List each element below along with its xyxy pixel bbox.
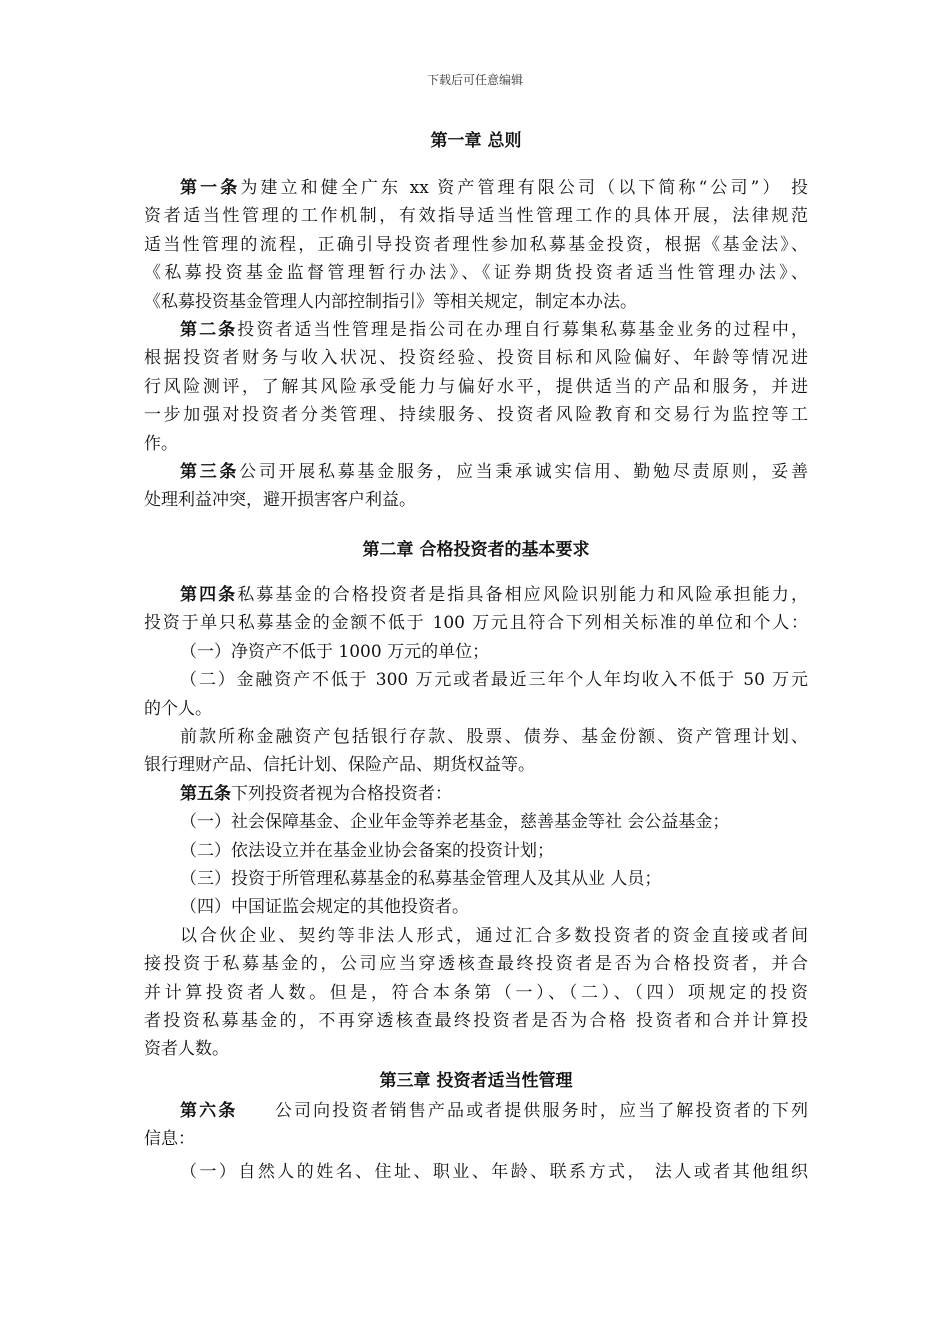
article-3 — [144, 458, 808, 515]
article-2-label: 第二条 — [180, 320, 238, 341]
article-1 — [144, 174, 808, 316]
article-2-line-5: 作。 — [144, 433, 178, 454]
article-5-para-line-2: 接投资于私募基金的，公司应当穿透核查最终投资者是否为合格投资者，并合 — [144, 954, 808, 975]
article-4 — [144, 581, 808, 780]
chapter-1-title: 第一章 总则 — [430, 131, 522, 151]
article-2-line-4: 一步加强对投资者分类管理、持续服务、投资者风险教育和交易行为监控等工 — [144, 405, 808, 426]
header-note: 下载后可任意编辑 — [426, 73, 523, 87]
article-6-line-2: 信息： — [144, 1129, 195, 1150]
article-4-note-line-2: 银行理财产品、信托计划、保险产品、期货权益等。 — [144, 755, 535, 776]
article-5-para-line-5: 资者人数。 — [144, 1039, 229, 1060]
chapter-2-title: 第二章 合格投资者的基本要求 — [362, 539, 590, 560]
article-1-line-1: 为建立和健全广东 xx 资产管理有限公司（以下简称“公司”） 投 — [240, 178, 808, 198]
article-5-item-2: （二）依法设立并在基金业协会备案的投资计划； — [180, 840, 554, 861]
article-5-para-line-1: 以合伙企业、契约等非法人形式，通过汇合多数投资者的资金直接或者间 — [180, 925, 808, 946]
article-5-item-3: （三）投资于所管理私募基金的私募基金管理人及其从业 人员； — [180, 868, 662, 889]
article-3-line-1: 公司开展私募基金服务，应当秉承诚实信用、勤勉尽责原则，妥善 — [239, 462, 809, 483]
article-5-para-line-4: 者投资私募基金的，不再穿透核查最终投资者是否为合格 投资者和合并计算投 — [144, 1010, 808, 1031]
article-6-label: 第六条 — [180, 1100, 238, 1121]
article-1-line-4: 《私募投资基金监督管理暂行办法》、《证券期货投资者适当性管理办法》、 — [144, 263, 808, 284]
article-5 — [144, 780, 808, 1064]
article-5-para-line-3: 并计算投资者人数。但是，符合本条第（一）、（二）、（四）项规定的投资 — [144, 982, 808, 1003]
article-2 — [144, 316, 808, 458]
article-4-line-2: 投资于单只私募基金的金额不低于 100 万元且符合下列相关标准的单位和个人： — [144, 613, 808, 634]
article-4-item-2-line-2: 的个人。 — [144, 698, 212, 719]
document-body — [144, 126, 808, 1186]
article-5-text: 下列投资者视为合格投资者： — [231, 783, 452, 804]
article-2-line-2: 根据投资者财务与收入状况、投资经验、投资目标和风险偏好、年龄等情况进 — [144, 348, 808, 369]
article-6-item-1: （一）自然人的姓名、住址、职业、年龄、联系方式， 法人或者其他组织 — [180, 1161, 808, 1182]
article-2-line-3: 行风险测评，了解其风险承受能力与偏好水平，提供适当的产品和服务，并进 — [144, 376, 808, 397]
article-3-label: 第三条 — [180, 462, 240, 483]
article-1-line-2: 资者适当性管理的工作机制，有效指导适当性管理工作的具体开展，法律规范 — [144, 206, 808, 227]
article-6-line-1: 公司向投资者销售产品或者提供服务时，应当了解投资者的下列 — [237, 1100, 808, 1121]
article-4-item-1: （一）净资产不低于 1000 万元的单位； — [180, 641, 490, 662]
article-4-item-2-line-1: （二）金融资产不低于 300 万元或者最近三年个人年均收入不低于 50 万元 — [180, 670, 808, 691]
article-6 — [144, 1097, 808, 1186]
article-5-label: 第五条 — [180, 783, 231, 804]
article-1-label: 第一条 — [180, 178, 241, 198]
article-5-item-4: （四）中国证监会规定的其他投资者。 — [180, 897, 469, 918]
article-4-line-1: 私募基金的合格投资者是指具备相应风险识别能力和风险承担能力， — [237, 584, 808, 605]
article-4-label: 第四条 — [180, 584, 238, 605]
article-5-item-1: （一）社会保障基金、企业年金等养老基金，慈善基金等社 会公益基金； — [180, 812, 730, 833]
article-1-line-5: 《私募投资基金管理人内部控制指引》等相关规定，制定本办法。 — [144, 291, 637, 312]
article-2-line-1: 投资者适当性管理是指公司在办理自行募集私募基金业务的过程中， — [237, 320, 808, 341]
chapter-3-title: 第三章 投资者适当性管理 — [379, 1070, 573, 1091]
article-1-line-3: 适当性管理的流程，正确引导投资者理性参加私募基金投资，根据《基金法》、 — [144, 234, 808, 255]
article-4-note-line-1: 前款所称金融资产包括银行存款、股票、债券、基金份额、资产管理计划、 — [180, 726, 808, 747]
article-3-line-2: 处理利益冲突，避开损害客户利益。 — [144, 490, 416, 511]
